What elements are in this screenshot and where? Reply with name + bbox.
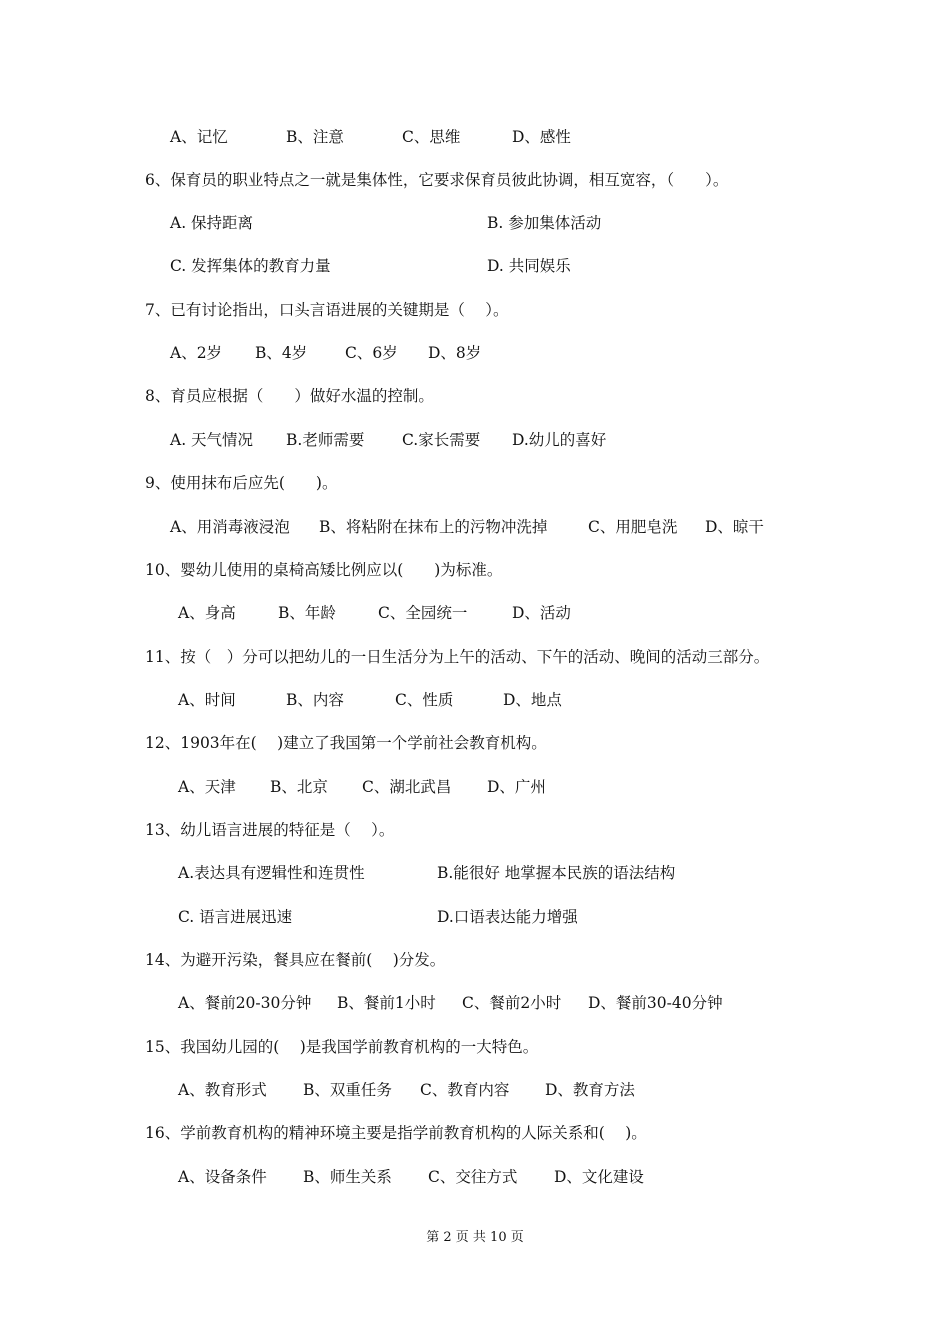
q13-option-a: A.表达具有逻辑性和连贯性 — [178, 864, 365, 882]
q15-option-a: A、教育形式 — [178, 1081, 267, 1099]
q14-option-d: D、餐前30-40分钟 — [588, 994, 723, 1012]
q7-option-c: C、6岁 — [345, 344, 398, 362]
q7-option-d: D、8岁 — [428, 344, 482, 362]
q9-option-c: C、用肥皂洗 — [588, 518, 678, 536]
question-6: 6、保育员的职业特点之一就是集体性，它要求保育员彼此协调，相互宽容，（ ）。 — [145, 171, 729, 189]
q12-option-c: C、湖北武昌 — [362, 778, 452, 796]
q16-option-a: A、设备条件 — [178, 1168, 267, 1186]
q6-option-c: C. 发挥集体的教育力量 — [170, 257, 331, 275]
q8-option-d: D.幼儿的喜好 — [512, 431, 607, 449]
q12-option-a: A、天津 — [178, 778, 236, 796]
q13-option-b: B.能很好 地掌握本民族的语法结构 — [437, 864, 676, 882]
q13-option-c: C. 语言进展迅速 — [178, 908, 293, 926]
q9-option-a: A、用消毒液浸泡 — [170, 518, 290, 536]
q15-option-d: D、教育方法 — [545, 1081, 635, 1099]
question-11: 11、按（ ）分可以把幼儿的一日生活分为上午的活动、下午的活动、晚间的活动三部分。 — [145, 648, 770, 666]
q5-option-c: C、思维 — [402, 128, 461, 146]
question-9: 9、使用抹布后应先( )。 — [145, 474, 338, 492]
question-13: 13、幼儿语言进展的特征是（ ）。 — [145, 821, 395, 839]
q16-option-b: B、师生关系 — [303, 1168, 392, 1186]
q10-option-a: A、身高 — [178, 604, 236, 622]
q15-option-b: B、双重任务 — [303, 1081, 392, 1099]
q13-option-d: D.口语表达能力增强 — [437, 908, 578, 926]
q12-option-b: B、北京 — [270, 778, 328, 796]
question-15: 15、我国幼儿园的( )是我国学前教育机构的一大特色。 — [145, 1038, 539, 1056]
q15-option-c: C、教育内容 — [420, 1081, 510, 1099]
q11-option-b: B、内容 — [286, 691, 344, 709]
q6-option-b: B. 参加集体活动 — [487, 214, 602, 232]
question-7: 7、已有讨论指出，口头言语进展的关键期是（ ）。 — [145, 301, 509, 319]
question-16: 16、学前教育机构的精神环境主要是指学前教育机构的人际关系和( )。 — [145, 1124, 647, 1142]
q11-option-a: A、时间 — [178, 691, 236, 709]
q5-option-a: A、记忆 — [170, 128, 228, 146]
q14-option-c: C、餐前2小时 — [462, 994, 562, 1012]
question-14: 14、为避开污染，餐具应在餐前( )分发。 — [145, 951, 446, 969]
question-10: 10、婴幼儿使用的桌椅高矮比例应以( )为标准。 — [145, 561, 503, 579]
q8-option-b: B.老师需要 — [286, 431, 365, 449]
q8-option-c: C.家长需要 — [402, 431, 481, 449]
q14-option-b: B、餐前1小时 — [337, 994, 436, 1012]
q10-option-b: B、年龄 — [278, 604, 336, 622]
q10-option-c: C、全园统一 — [378, 604, 468, 622]
q11-option-c: C、性质 — [395, 691, 454, 709]
q16-option-c: C、交往方式 — [428, 1168, 518, 1186]
q11-option-d: D、地点 — [503, 691, 562, 709]
q9-option-d: D、晾干 — [705, 518, 764, 536]
q14-option-a: A、餐前20-30分钟 — [178, 994, 312, 1012]
q7-option-a: A、2岁 — [170, 344, 223, 362]
q8-option-a: A. 天气情况 — [170, 431, 254, 449]
q5-option-b: B、注意 — [286, 128, 344, 146]
question-12: 12、1903年在( )建立了我国第一个学前社会教育机构。 — [145, 734, 547, 752]
q6-option-d: D. 共同娱乐 — [487, 257, 571, 275]
q5-option-d: D、感性 — [512, 128, 571, 146]
q7-option-b: B、4岁 — [255, 344, 308, 362]
q16-option-d: D、文化建设 — [554, 1168, 644, 1186]
q12-option-d: D、广州 — [487, 778, 546, 796]
q9-option-b: B、将粘附在抹布上的污物冲洗掉 — [319, 518, 548, 536]
q10-option-d: D、活动 — [512, 604, 571, 622]
page-number-footer: 第 2 页 共 10 页 — [426, 1230, 524, 1245]
question-8: 8、育员应根据（ ）做好水温的控制。 — [145, 387, 434, 405]
q6-option-a: A. 保持距离 — [170, 214, 254, 232]
